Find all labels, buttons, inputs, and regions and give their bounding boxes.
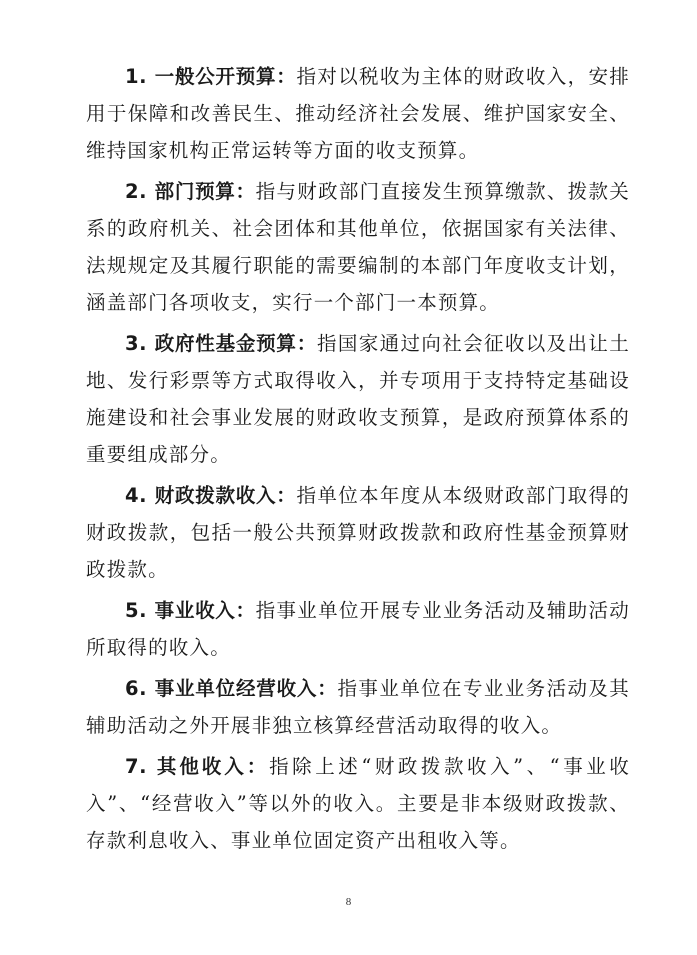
definition-business-income xyxy=(86,592,630,666)
definition-text: 指事业单位开展专业业务活动及辅助活动所取得的收入。 xyxy=(86,599,630,659)
definition-text: 指除上述“财政拨款收入”、“事业收入”、“经营收入”等以外的收入。主要是非本级财政拨款、存款利息收入、事业单位固定资产出租收入等。 xyxy=(86,755,630,852)
definition-text: 指对以税收为主体的财政收入，安排用于保障和改善民生、推动经济社会发展、维护国家安全、维持国家机构正常运转等方面的收支预算。 xyxy=(86,65,631,162)
definition-text: 指国家通过向社会征收以及出让土地、发行彩票等方式取得收入，并专项用于支持特定基础设施建设和社会事业发展的财政收支预算，是政府预算体系的重要组成部分。 xyxy=(86,332,630,466)
definition-text: 指单位本年度从本级财政部门取得的财政拨款，包括一般公共预算财政拨款和政府性基金预算财政拨款。 xyxy=(86,484,631,581)
definition-term: 7. 其他收入： xyxy=(125,755,270,778)
page-number: 8 xyxy=(345,896,352,908)
definition-term: 4. 财政拨款收入： xyxy=(125,484,297,507)
definition-government-fund-budget xyxy=(86,325,630,473)
definition-term: 5. 事业收入： xyxy=(125,599,256,622)
definition-other-income xyxy=(86,748,630,859)
definition-institution-operating-income xyxy=(86,670,630,744)
definition-term: 2. 部门预算： xyxy=(125,180,256,203)
definition-department-budget xyxy=(86,173,630,321)
definition-general-public-budget xyxy=(86,58,630,169)
document-body xyxy=(86,58,630,863)
definition-term: 6. 事业单位经营收入： xyxy=(125,677,338,700)
definition-fiscal-appropriation-income xyxy=(86,477,630,588)
definition-term: 3. 政府性基金预算： xyxy=(125,332,317,355)
definition-term: 1. 一般公开预算： xyxy=(125,65,297,88)
definition-text: 指与财政部门直接发生预算缴款、拨款关系的政府机关、社会团体和其他单位，依据国家有关法律、法规规定及其履行职能的需要编制的本部门年度收支计划，涵盖部门各项收支，实行一个部门一本预算。 xyxy=(86,180,630,314)
definition-text: 指事业单位在专业业务活动及其辅助活动之外开展非独立核算经营活动取得的收入。 xyxy=(86,677,630,737)
